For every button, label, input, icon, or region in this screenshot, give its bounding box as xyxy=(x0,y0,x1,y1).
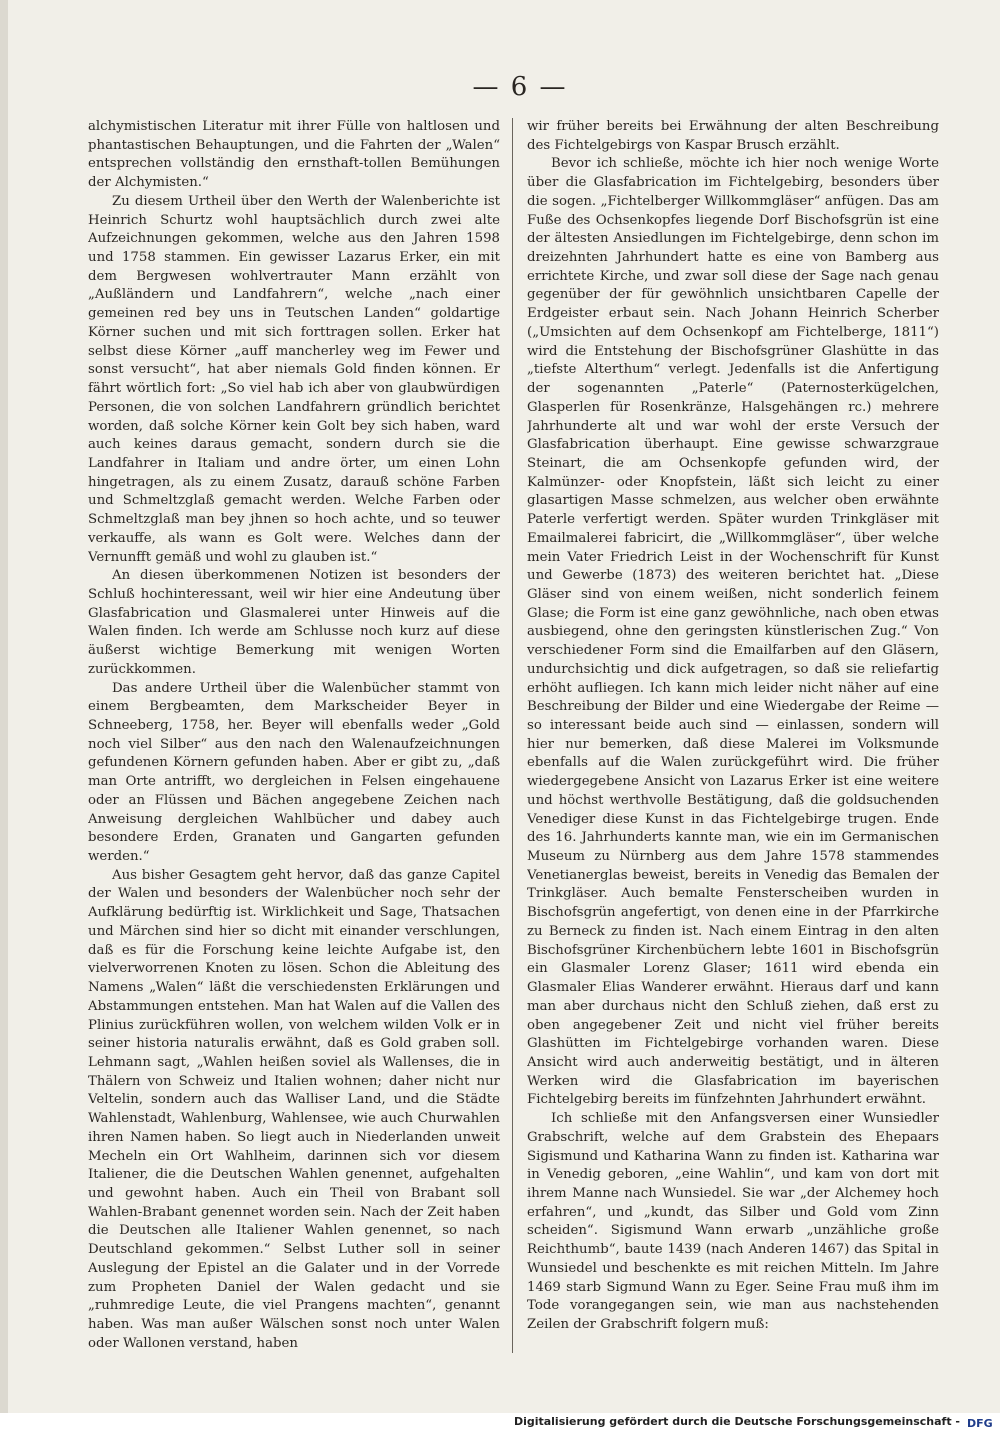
left-column xyxy=(88,118,500,1358)
scan-edge xyxy=(0,0,8,1413)
paragraph: alchymistischen Literatur mit ihrer Fülle von haltlosen und phantastischen Behauptungen, und die Fahrten der „Walen“ entsprechen vollständig den ernsthaft-tollen Bemühungen der Alchymisten.“ xyxy=(88,119,500,191)
paragraph: Das andere Urtheil über die Walenbücher stammt von einem Bergbeamten, dem Markscheider Beyer in Schneeberg, 1758, her. Beyer will ebenfalls weder „Gold noch viel Silber“ aus den nach den Walenaufzeichnungen gefundenen Körnern gefunden haben. Aber er gibt zu, „daß man Orte antrifft, wo dergleichen in Felsen eingehauene oder an Flüssen und Bächen angegebene Zeichen nach Anweisung dergleichen Wahlbücher und dabey auch besondere Erden, Granaten und Gangarten gefunden werden.“ xyxy=(88,680,500,865)
dfg-logo-icon xyxy=(966,1416,994,1429)
page-header xyxy=(0,72,1000,112)
paragraph: wir früher bereits bei Erwähnung der alten Beschreibung des Fichtelgebirgs von Kaspar Brusch erzählt. xyxy=(527,119,939,153)
digitization-footer xyxy=(0,1413,1000,1433)
column-divider xyxy=(512,118,513,1353)
paragraph: Zu diesem Urtheil über den Werth der Walenberichte ist Heinrich Schurtz wohl hauptsächlich durch zwei alte Aufzeichnungen gekommen, welche aus den Jahren 1598 und 1758 stammen. Ein gewisser Lazarus Erker, ein mit dem Bergwesen wohlvertrauter Mann erzählt von „Außländern und Landfahrern“, welche „nach einer gemeinen red bey uns in Teutschen Landen“ goldartige Körner suchen und mit sich forttragen sollen. Erker hat selbst diese Körner „auff mancherley weg im Fewer und sonst versucht“, hat aber niemals Gold finden können. Er fährt wörtlich fort: „So viel hab ich aber von glaubwürdigen Personen, die von solchen Landfahrern gründlich berichtet worden, daß solche Körner kein Golt bey sich haben, ward auch keines daraus gemacht, sondern durch sie die Landfahrer in Italiam und andre örter, um einen Lohn hingetragen, als zu einem Zusatz, darauß schöne Farben und Schmeltzglaß gemacht werden. Welche Farben oder Schmeltzglaß man bey jhnen so hoch achte, und so teuwer verkauffe, als wann es Golt were. Welches dann der Vernunfft gemäß und wohl zu glauben ist.“ xyxy=(88,193,500,565)
dfg-logo-text: DFG xyxy=(967,1417,993,1429)
paragraph: Bevor ich schließe, möchte ich hier noch wenige Worte über die Glasfabrication im Fichtelgebirg, besonders über die sogen. „Fichtelberger Willkommgläser“ anfügen. Das am Fuße des Ochsenkopfes liegende Dorf Bischofsgrün ist eine der ältesten Ansiedlungen im Fichtelgebirge, denn schon im dreizehnten Jahrhundert hatte es eine von Bamberg aus errichtete Kirche, und zwar soll diese der Sage nach genau gegenüber der für gewöhnlich unsichtbaren Capelle der Erdgeister erbaut sein. Nach Johann Heinrich Scherber („Umsichten auf dem Ochsenkopf am Fichtelberge, 1811“) wird die Entstehung der Bischofsgrüner Glashütte in das „tiefste Alterthum“ verlegt. Jedenfalls ist die Anfertigung der sogenannten „Paterle“ (Paternosterkügelchen, Glasperlen für Rosenkränze, Halsgehängen rc.) mehrere Jahrhunderte alt und war wohl der erste Versuch der Glasfabrication überhaupt. Eine gewisse schwarzgraue Steinart, die am Ochsenkopfe gefunden wird, der Kalmünzer- oder Knopfstein, läßt sich leicht zu einer glasartigen Masse schmelzen, aus welcher oben erwähnte Paterle verfertigt werden. Später wurden Trinkgläser mit Emailmalerei fabricirt, die „Willkommgläser“, über welche mein Vater Friedrich Leist in der Wochenschrift für Kunst und Gewerbe (1873) des weiteren berichtet hat. „Diese Gläser sind von einem weißen, nicht sonderlich feinem Glase; die Form ist eine ganz gewöhnliche, nach oben etwas ausbiegend, ohne den geringsten künstlerischen Zug.“ Von verschiedener Form sind die Emailfarben auf den Gläsern, undurchsichtig und dick aufgetragen, so daß sie reliefartig erhöht aufliegen. Ich kann mich leider nicht näher auf eine Beschreibung der Bilder und eine Wiedergabe der Reime — so interessant beide auch sind — einlassen, sondern will hier nur bemerken, daß diese Malerei im Volksmunde ebenfalls auf die Walen zurückgeführt wird. Die früher wiedergegebene Ansicht von Lazarus Erker ist eine weitere und höchst werthvolle Bestätigung, daß die goldsuchenden Venediger diese Kunst in das Fichtelgebirge trugen. Ende des 16. Jahrhunderts kannte man, wie ein im Germanischen Museum zu Nürnberg aus dem Jahre 1578 stammendes Venetianerglas beweist, bereits in Venedig das Bemalen der Trinkgläser. Auch bemalte Fensterscheiben wurden in Bischofsgrün angefertigt, von denen eine in der Pfarrkirche zu Berneck zu finden ist. Nach einem Eintrag in den alten Bischofsgrüner Kirchenbüchern lebte 1601 in Bischofsgrün ein Glasmaler Lorenz Glaser; 1611 wird ebenda ein Glasmaler Elias Wanderer erwähnt. Hieraus darf und kann man aber durchaus nicht den Schluß ziehen, daß erst zu oben angegebener Zeit und nicht viel früher bereits Glashütten im Fichtelgebirge vorhanden waren. Diese Ansicht wird auch anderweitig bestätigt, und in älteren Werken wird die Glasfabrication im bayerischen Fichtelgebirg bereits im fünfzehnten Jahrhundert erwähnt. xyxy=(527,156,939,1108)
page-number: — 6 — xyxy=(472,72,568,102)
right-column xyxy=(527,118,939,1358)
paragraph: Ich schließe mit den Anfangsversen einer Wunsiedler Grabschrift, welche auf dem Grabstein des Ehepaars Sigismund und Katharina Wann zu finden ist. Katharina war in Venedig geboren, „eine Wahlin“, und kam von dort mit ihrem Manne nach Wunsiedel. Sie war „der Alchemey hoch erfahren“, und „kundt, das Silber und Gold vom Zinn scheiden“. Sigismund Wann erwarb „unzähliche große Reichthumb“, baute 1439 (nach Anderen 1467) das Spital in Wunsiedel und beschenkte es mit reichen Mitteln. Im Jahre 1469 starb Sigmund Wann zu Eger. Seine Frau muß ihm im Tode vorangegangen sein, wie man aus nachstehenden Zeilen der Grabschrift folgern muß: xyxy=(527,1111,939,1332)
footer-credit: Digitalisierung gefördert durch die Deutsche Forschungsgemeinschaft - xyxy=(513,1415,960,1428)
paragraph: An diesen überkommenen Notizen ist besonders der Schluß hochinteressant, weil wir hier eine Andeutung über Glasfabrication und Glasmalerei unter Hinweis auf die Walen finden. Ich werde am Schlusse noch kurz auf diese äußerst wichtige Bemerkung mit wenigen Worten zurückkommen. xyxy=(88,568,500,677)
paragraph: Aus bisher Gesagtem geht hervor, daß das ganze Capitel der Walen und besonders der Walenbücher noch sehr der Aufklärung bedürftig ist. Wirklichkeit und Sage, Thatsachen und Märchen sind hier so dicht mit einander verschlungen, daß es für die Forschung keine leichte Aufgabe ist, den vielverworrenen Knoten zu lösen. Schon die Ableitung des Namens „Walen“ läßt die verschiedensten Erklärungen und Abstammungen entstehen. Man hat Walen auf die Vallen des Plinius zurückführen wollen, von welchem wilden Volk er in seiner historia naturalis erwähnt, daß es Gold graben soll. Lehmann sagt, „Wahlen heißen soviel als Wallenses, die in Thälern von Schweiz und Italien wohnen; daher nicht nur Veltelin, sondern auch das Walliser Land, und die Städte Wahlenstadt, Wahlenburg, Wahlensee, wie auch Churwahlen ihren Namen haben. So liegt auch in Niederlanden unweit Mecheln ein Ort Wahlheim, darinnen sich vor diesem Italiener, die die Deutschen Wahlen genennet, aufgehalten und gewohnt haben. Auch ein Theil von Brabant soll Wahlen-Brabant genennet worden sein. Nach der Zeit haben die Deutschen alle Italiener Wahlen genennet, so nach Deutschland gekommen.“ Selbst Luther soll in seiner Auslegung der Epistel an die Galater und in der Vorrede zum Propheten Daniel der Walen gedacht und sie „ruhmredige Leute, die viel Prangens machten“, genannt haben. Was man außer Wälschen sonst noch unter Walen oder Wallonen verstand, haben xyxy=(88,867,500,1351)
